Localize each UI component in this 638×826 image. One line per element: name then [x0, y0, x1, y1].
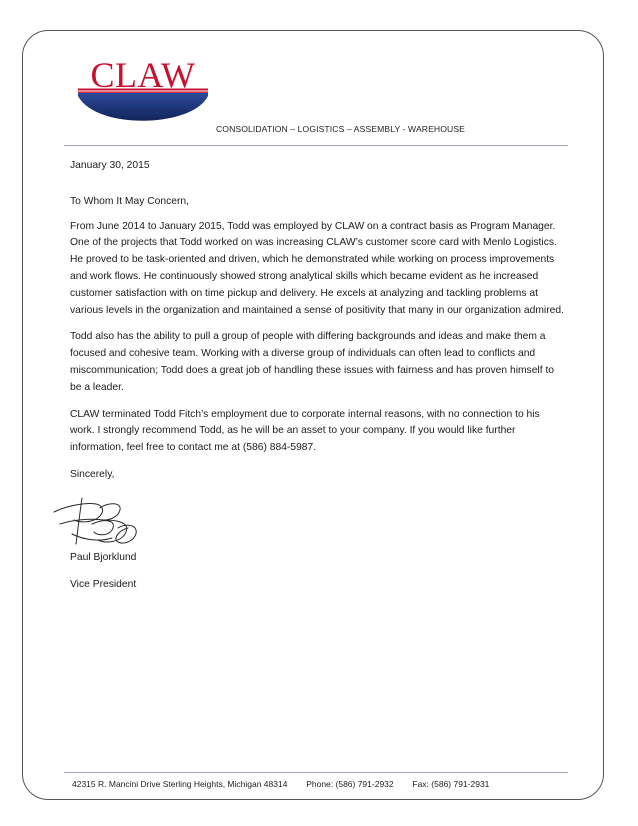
header-divider	[64, 145, 568, 146]
letter-body	[70, 158, 566, 593]
footer-divider	[64, 772, 568, 773]
signer-title: Vice President	[70, 578, 137, 590]
letterhead-tagline: CONSOLIDATION – LOGISTICS – ASSEMBLY - WAREHOUSE	[216, 124, 465, 134]
claw-logo	[74, 56, 214, 134]
letter-date: January 30, 2015	[70, 160, 150, 171]
footer	[72, 779, 489, 789]
footer-phone: Phone: (586) 791-2932	[306, 779, 394, 789]
handwritten-signature	[52, 490, 162, 552]
paragraph-3: CLAW terminated Todd Fitch’s employment due to corporate internal reasons, with no connection to his work. I strongly recommend Todd, as he will be an asset to your company. If you would like further information, feel free to contact me at (586) 884-5987.	[70, 408, 540, 454]
signer-name: Paul Bjorklund	[70, 551, 137, 563]
paragraph-2: Todd also has the ability to pull a group of people with differing backgrounds and ideas and make them a focused and cohesive team. Working with a diverse group of individuals can often lead to conflicts and miscommunication; Todd does a great job of handling these issues with fairness and has proven himself to be a leader.	[70, 331, 555, 393]
logo-text: CLAW	[90, 56, 196, 95]
closing: Sincerely,	[70, 468, 115, 480]
salutation: To Whom It May Concern,	[70, 195, 190, 207]
footer-fax: Fax: (586) 791-2931	[412, 779, 490, 789]
paragraph-1: From June 2014 to January 2015, Todd was employed by CLAW on a contract basis as Program Manager. One of the projects that Todd worked on was increasing CLAW’s customer score card with Menlo Logistics. He proved to be task-oriented and driven, which he demonstrated while working on process improvements and work flows. He continuously showed strong analytical skills which became evident as he increased customer satisfaction with on time pickup and delivery. He excels at analyzing and tackling problems at various levels in the organization and maintained a sense of positivity that many in our organization admired.	[70, 220, 564, 316]
footer-address: 42315 R. Mancini Drive Sterling Heights, Michigan 48314	[72, 779, 288, 789]
